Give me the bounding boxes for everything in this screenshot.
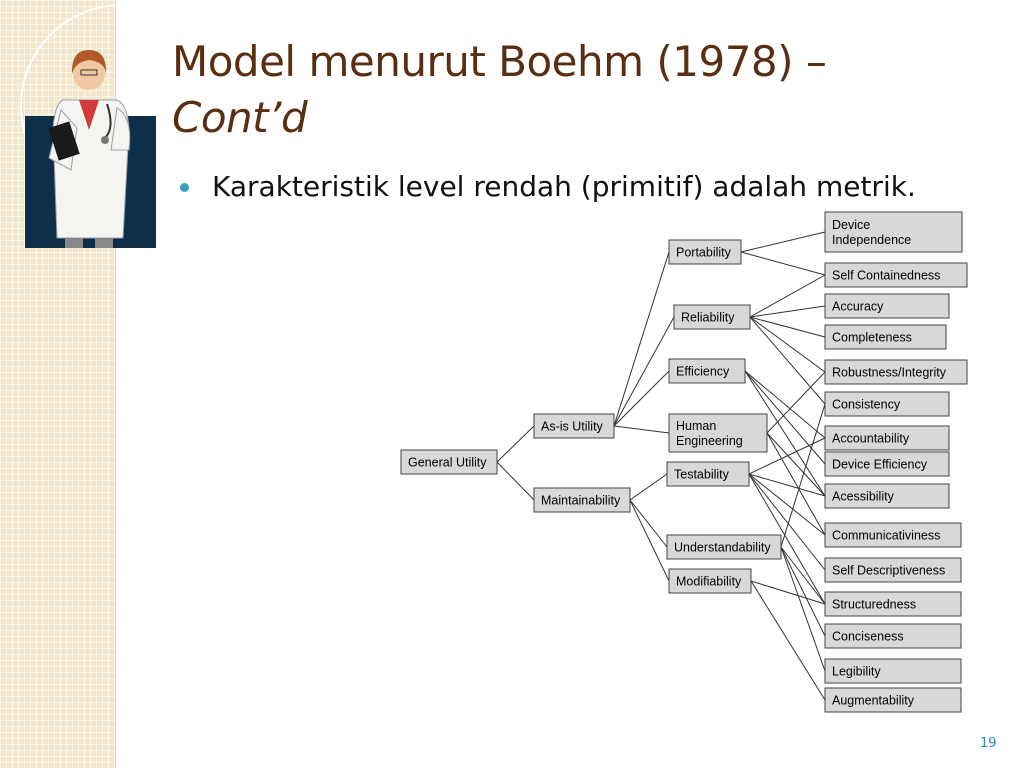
- node-label-portability: Portability: [676, 245, 731, 260]
- node-augment: [825, 688, 961, 712]
- edge-reliability-to-consist: [750, 317, 825, 404]
- node-maint: [534, 488, 630, 512]
- node-label-consist: Consistency: [832, 397, 901, 412]
- node-selfcont: [825, 263, 967, 287]
- node-label-maint: Maintainability: [541, 493, 621, 508]
- node-label-human-2: Engineering: [676, 434, 743, 448]
- node-accuracy: [825, 294, 949, 318]
- node-label-robust: Robustness/Integrity: [832, 365, 946, 380]
- node-modif: [669, 569, 751, 593]
- edge-portability-to-devind: [741, 232, 825, 252]
- node-account: [825, 426, 949, 450]
- edges-layer: [497, 232, 825, 700]
- node-label-devind-1: Device: [832, 218, 871, 232]
- node-label-selfcont: Self Containedness: [832, 268, 941, 283]
- edge-asis-to-portability: [614, 252, 669, 426]
- node-access: [825, 484, 949, 508]
- node-label-augment: Augmentability: [832, 693, 914, 708]
- node-asis: [534, 414, 614, 438]
- node-label-access: Acessibility: [832, 489, 894, 504]
- slide-title-line2: Cont’d: [172, 93, 308, 142]
- page-number: 19: [980, 736, 997, 751]
- node-commun: [825, 523, 961, 547]
- node-testability: [667, 462, 749, 486]
- edge-asis-to-reliability: [614, 317, 674, 426]
- node-legib: [825, 659, 961, 683]
- node-label-commun: Communicativiness: [832, 528, 941, 543]
- edge-reliability-to-robust: [750, 317, 825, 372]
- edge-asis-to-human: [614, 426, 669, 433]
- node-label-concise: Conciseness: [832, 629, 904, 644]
- node-label-selfdesc: Self Descriptiveness: [832, 563, 946, 578]
- node-label-testability: Testability: [674, 467, 729, 482]
- slide-title-line1: Model menurut Boehm (1978) –: [172, 37, 827, 86]
- node-label-human-1: Human: [676, 419, 717, 433]
- edge-maint-to-modif: [630, 500, 669, 581]
- node-selfdesc: [825, 558, 961, 582]
- node-portability: [669, 240, 741, 264]
- edge-maint-to-understand: [630, 500, 667, 547]
- edge-understand-to-consist: [781, 404, 825, 547]
- node-label-reliability: Reliability: [681, 310, 735, 325]
- node-understand: [667, 535, 781, 559]
- node-robust: [825, 360, 967, 384]
- node-efficiency: [669, 359, 745, 383]
- node-label-asis: As-is Utility: [541, 419, 603, 434]
- edge-portability-to-selfcont: [741, 252, 825, 275]
- edge-general-to-asis: [497, 426, 534, 462]
- nodes-layer: [401, 212, 967, 712]
- node-label-account: Accountability: [832, 431, 910, 446]
- node-label-efficiency: Efficiency: [676, 364, 730, 379]
- node-label-complete: Completeness: [832, 330, 912, 345]
- node-label-accuracy: Accuracy: [832, 299, 884, 314]
- edge-maint-to-testability: [630, 474, 667, 500]
- node-label-struct: Structuredness: [832, 597, 917, 612]
- edge-understand-to-struct: [781, 547, 825, 604]
- node-label-understand: Understandability: [674, 540, 771, 555]
- node-struct: [825, 592, 961, 616]
- node-label-modif: Modifiability: [676, 574, 742, 589]
- edge-understand-to-concise: [781, 547, 825, 636]
- node-label-legib: Legibility: [832, 664, 881, 679]
- edge-reliability-to-selfcont: [750, 275, 825, 317]
- edge-reliability-to-complete: [750, 317, 825, 337]
- edge-general-to-maint: [497, 462, 534, 500]
- node-complete: [825, 325, 946, 349]
- node-reliability: [674, 305, 750, 329]
- node-concise: [825, 624, 961, 648]
- node-label-deveff: Device Efficiency: [832, 457, 927, 472]
- edge-reliability-to-accuracy: [750, 306, 825, 317]
- node-general: [401, 450, 497, 474]
- node-human: [669, 414, 767, 452]
- bullet-text: Karakteristik level rendah (primitif) adalah metrik.: [212, 170, 916, 203]
- edge-human-to-robust: [767, 372, 825, 433]
- node-label-devind-2: Independence: [832, 233, 912, 247]
- node-devind: [825, 212, 962, 252]
- node-label-general: General Utility: [408, 455, 487, 470]
- node-deveff: [825, 452, 949, 476]
- node-consist: [825, 392, 949, 416]
